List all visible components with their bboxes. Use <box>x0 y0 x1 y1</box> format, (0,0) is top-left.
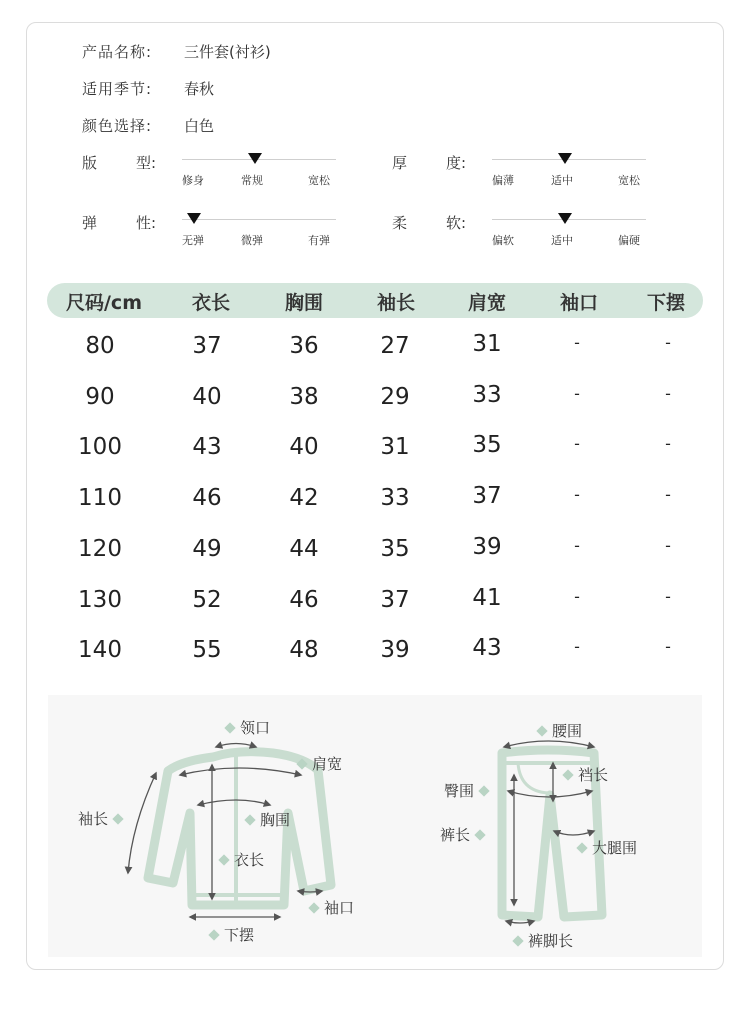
elasticity-marker <box>187 213 201 224</box>
table-cell: 43 <box>192 434 222 461</box>
table-cell: 120 <box>78 535 122 562</box>
table-cell: - <box>665 383 671 403</box>
fit-option-2: 宽松 <box>308 174 330 187</box>
thickness-option-1: 适中 <box>551 174 573 187</box>
shirt-icon <box>148 752 331 905</box>
table-cell: 40 <box>289 434 319 461</box>
garment-illustration <box>48 695 702 957</box>
table-cell: - <box>665 434 671 454</box>
table-cell: 35 <box>380 535 410 562</box>
season-row <box>82 78 214 99</box>
label-rise: 裆长 <box>564 764 608 785</box>
table-cell: 39 <box>472 533 502 560</box>
header-length: 衣长 <box>191 292 231 314</box>
color-label: 颜色选择: <box>82 117 153 135</box>
label-length: 衣长 <box>220 849 264 870</box>
table-cell: - <box>574 383 580 403</box>
thickness-scale <box>392 152 652 192</box>
header-size: 尺码/cm <box>65 292 143 314</box>
thickness-label-a: 厚 <box>392 154 408 172</box>
diamond-icon <box>244 814 255 825</box>
table-cell: 48 <box>289 637 319 664</box>
table-cell: 38 <box>289 383 319 410</box>
table-cell: 29 <box>380 383 410 410</box>
table-cell: 36 <box>289 333 319 359</box>
size-table-header <box>47 283 703 318</box>
diamond-icon <box>112 813 123 824</box>
table-cell: 46 <box>289 586 319 613</box>
elasticity-option-1: 微弹 <box>241 234 263 247</box>
diamond-icon <box>308 902 319 913</box>
softness-label-b: 软: <box>446 214 467 232</box>
softness-scale <box>392 212 652 252</box>
thickness-option-0: 偏薄 <box>492 174 514 187</box>
fit-option-0: 修身 <box>182 174 204 187</box>
header-sleeve: 袖长 <box>376 292 416 314</box>
fit-label-a: 版 <box>82 154 98 172</box>
label-cuff: 袖口 <box>310 897 354 918</box>
table-cell: - <box>574 333 580 352</box>
softness-marker <box>558 213 572 224</box>
elasticity-label-a: 弹 <box>82 214 98 232</box>
diamond-icon <box>208 929 219 940</box>
diamond-icon <box>296 758 307 769</box>
thickness-option-2: 宽松 <box>618 174 640 187</box>
fit-marker <box>248 153 262 164</box>
table-cell: 37 <box>380 586 410 613</box>
label-leg-opening: 裤脚长 <box>514 930 573 951</box>
label-hem: 下摆 <box>210 924 254 945</box>
header-cuff: 袖口 <box>559 292 599 314</box>
softness-label-a: 柔 <box>392 214 408 232</box>
table-cell: 43 <box>472 635 502 662</box>
label-pant-length: 裤长 <box>440 824 484 845</box>
diamond-icon <box>512 935 523 946</box>
thickness-label-b: 度: <box>446 154 467 172</box>
label-collar: 领口 <box>226 717 270 738</box>
table-cell: 46 <box>192 485 222 512</box>
color-value: 白色 <box>184 117 215 135</box>
diamond-icon <box>478 785 489 796</box>
table-cell: 140 <box>78 637 122 664</box>
label-sleeve: 袖长 <box>78 808 122 829</box>
table-cell: - <box>665 535 671 555</box>
product-name-row <box>82 41 271 62</box>
table-cell: 31 <box>472 331 502 357</box>
thickness-marker <box>558 153 572 164</box>
softness-option-2: 偏硬 <box>618 234 640 247</box>
header-shoulder: 肩宽 <box>467 292 507 314</box>
table-cell: - <box>665 586 671 606</box>
diamond-icon <box>576 842 587 853</box>
label-chest: 胸围 <box>246 809 290 830</box>
table-cell: 44 <box>289 535 319 562</box>
table-cell: 33 <box>472 381 502 408</box>
diamond-icon <box>562 769 573 780</box>
elasticity-option-2: 有弹 <box>308 234 330 247</box>
table-cell: 55 <box>192 637 222 664</box>
table-cell: 42 <box>289 485 319 512</box>
table-cell: - <box>665 485 671 505</box>
season-label: 适用季节: <box>82 80 153 98</box>
elasticity-scale <box>82 212 342 252</box>
table-cell: 27 <box>380 333 410 359</box>
diamond-icon <box>224 722 235 733</box>
table-cell: 90 <box>85 383 115 410</box>
table-cell: 130 <box>78 586 122 613</box>
table-cell: - <box>665 333 671 352</box>
diamond-icon <box>536 725 547 736</box>
header-hem: 下摆 <box>646 292 686 314</box>
table-cell: 100 <box>78 434 122 461</box>
measurement-diagram <box>48 695 702 957</box>
table-cell: 37 <box>192 333 222 359</box>
table-cell: 37 <box>472 483 502 510</box>
table-cell: - <box>665 637 671 657</box>
table-cell: 52 <box>192 586 222 613</box>
label-thigh: 大腿围 <box>578 837 637 858</box>
label-waist: 腰围 <box>538 720 582 741</box>
color-row <box>82 115 214 136</box>
table-cell: 49 <box>192 535 222 562</box>
product-name-value: 三件套(衬衫) <box>184 43 271 61</box>
elasticity-option-0: 无弹 <box>182 234 204 247</box>
label-hip: 臀围 <box>444 780 488 801</box>
table-cell: - <box>574 586 580 606</box>
diamond-icon <box>218 854 229 865</box>
table-cell: 35 <box>472 432 502 459</box>
fit-scale <box>82 152 342 192</box>
table-cell: 39 <box>380 637 410 664</box>
table-cell: - <box>574 535 580 555</box>
table-cell: 80 <box>85 333 115 359</box>
elasticity-label-b: 性: <box>136 214 157 232</box>
table-cell: 33 <box>380 485 410 512</box>
header-chest: 胸围 <box>284 292 324 314</box>
label-shoulder: 肩宽 <box>298 753 342 774</box>
product-name-label: 产品名称: <box>82 43 153 61</box>
table-cell: - <box>574 434 580 454</box>
fit-label-b: 型: <box>136 154 157 172</box>
softness-option-0: 偏软 <box>492 234 514 247</box>
elasticity-track <box>182 219 336 220</box>
table-cell: 40 <box>192 383 222 410</box>
season-value: 春秋 <box>184 80 215 98</box>
table-cell: 31 <box>380 434 410 461</box>
table-cell: 41 <box>472 584 502 611</box>
softness-option-1: 适中 <box>551 234 573 247</box>
table-cell: - <box>574 485 580 505</box>
table-cell: 110 <box>78 485 122 512</box>
fit-option-1: 常规 <box>241 174 263 187</box>
table-cell: - <box>574 637 580 657</box>
diamond-icon <box>474 829 485 840</box>
